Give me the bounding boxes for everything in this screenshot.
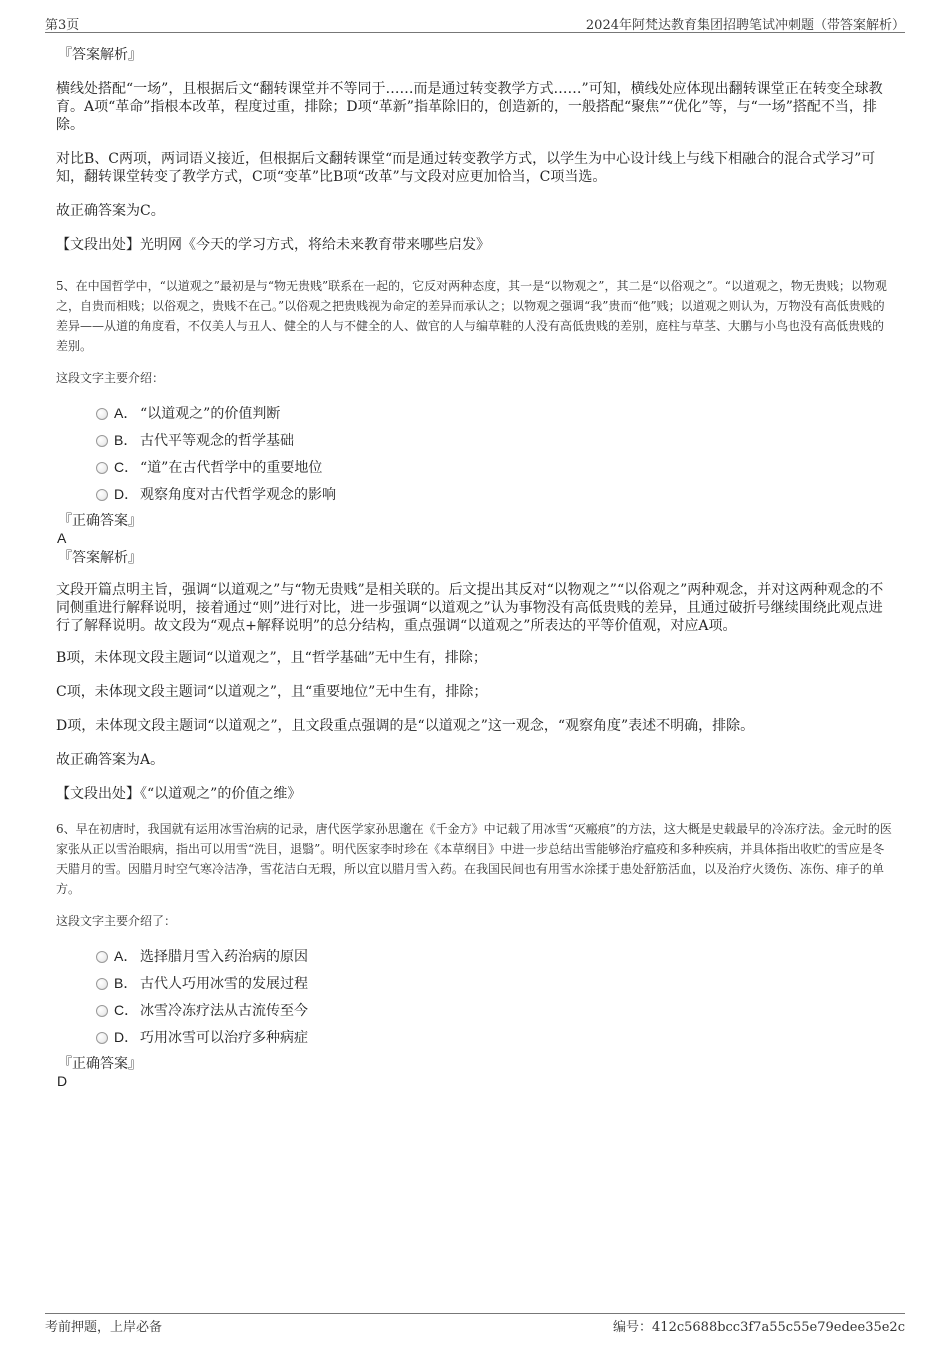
- source-citation: 【文段出处】光明网《今天的学习方式，将给未来教育带来哪些启发》: [56, 237, 490, 253]
- document-title: 2024年阿梵达教育集团招聘笔试冲刺题（带答案解析）: [585, 18, 905, 33]
- page-number: 第3页: [45, 18, 80, 33]
- option-a[interactable]: [56, 947, 894, 966]
- option-list: [56, 947, 894, 1047]
- option-text: “以道观之”的价值判断: [140, 406, 281, 422]
- radio-icon[interactable]: [96, 1032, 108, 1044]
- radio-icon[interactable]: [96, 951, 108, 963]
- radio-icon[interactable]: [96, 1005, 108, 1017]
- analysis-paragraph: 对比B、C两项，两词语义接近，但根据后文翻转课堂“而是通过转变教学方式，以学生为中心设计线上与线下相融合的混合式学习”可知，翻转课堂转变了教学方式，C项“变革”比B项“改革”与文段对应更加恰当，C项当选。: [56, 151, 876, 185]
- option-text: 选择腊月雪入药治病的原因: [140, 949, 308, 965]
- correct-answer-statement: 故正确答案为C。: [56, 203, 165, 219]
- page-content: [56, 40, 894, 1089]
- correct-answer-label: 『正确答案』: [58, 513, 142, 529]
- analysis-label: 『答案解析』: [58, 47, 142, 63]
- radio-icon[interactable]: [96, 489, 108, 501]
- footer-slogan: 考前押题，上岸必备: [45, 1320, 163, 1335]
- analysis-paragraph: 文段开篇点明主旨，强调“以道观之”与“物无贵贱”是相关联的。后文提出其反对“以物观之”“以俗观之”两种观念，并对这两种观念的不同侧重进行解释说明，接着通过“则”进行对比，进一步强调“以道观之”认为事物没有高低贵贱的差异，且通过破折号继续围绕此观点进行了解释说明。故文段为“观点+解释说明”的总分结构，重点强调“以道观之”所表达的平等价值观，对应A项。: [56, 582, 884, 634]
- analysis-paragraph: D项，未体现文段主题词“以道观之”，且文段重点强调的是“以道观之”这一观念，“观察角度”表述不明确，排除。: [56, 718, 755, 734]
- correct-answer: A: [57, 530, 67, 546]
- analysis-label: 『答案解析』: [58, 550, 142, 566]
- option-d[interactable]: [56, 1028, 894, 1047]
- option-letter: B．: [114, 432, 138, 448]
- option-letter: C．: [114, 1002, 139, 1018]
- question-stem: 6、早在初唐时，我国就有运用冰雪治病的记录，唐代医学家孙思邈在《千金方》中记载了用冰雪“灭瘢痕”的方法，这大概是史载最早的冷冻疗法。金元时的医家张从正以雪治眼病，指出可以用雪“洗目，退翳”。明代医家李时珍在《本草纲目》中进一步总结出雪能够治疗瘟疫和多种疾病，并具体指出收贮的雪应是冬天腊月的雪。因腊月时空气寒冷洁净，雪花洁白无瑕，所以宜以腊月雪入药。在我国民间也有用雪水涂揉于患处舒筋活血，以及治疗火烫伤、冻伤、痱子的单方。: [56, 822, 892, 896]
- option-list: [56, 404, 894, 504]
- option-text: 古代人巧用冰雪的发展过程: [140, 976, 308, 992]
- analysis-paragraph: B项，未体现文段主题词“以道观之”，且“哲学基础”无中生有，排除；: [56, 650, 487, 666]
- question-prompt: 这段文字主要介绍了：: [56, 914, 177, 928]
- option-letter: A．: [114, 948, 138, 964]
- analysis-paragraph: 横线处搭配“一场”，且根据后文“翻转课堂并不等同于……而是通过转变教学方式……”可知，横线处应体现出翻转课堂正在转变全球教育。A项“革命”指根本改革，程度过重，排除；D项“革新”指革除旧的，创造新的，一般搭配“聚焦”“优化”等，与“一场”搭配不当，排除。: [56, 81, 883, 133]
- question-prompt: 这段文字主要介绍：: [56, 371, 165, 385]
- option-letter: D．: [114, 1029, 139, 1045]
- option-b[interactable]: [56, 431, 894, 450]
- radio-icon[interactable]: [96, 408, 108, 420]
- option-text: 巧用冰雪可以治疗多种病症: [140, 1030, 308, 1046]
- radio-icon[interactable]: [96, 435, 108, 447]
- option-text: 冰雪冷冻疗法从古流传至今: [140, 1003, 308, 1019]
- radio-icon[interactable]: [96, 978, 108, 990]
- option-a[interactable]: [56, 404, 894, 423]
- option-b[interactable]: [56, 974, 894, 993]
- option-letter: D．: [114, 486, 139, 502]
- radio-icon[interactable]: [96, 462, 108, 474]
- option-c[interactable]: [56, 458, 894, 477]
- option-text: “道”在古代哲学中的重要地位: [140, 460, 323, 476]
- option-letter: C．: [114, 459, 139, 475]
- correct-answer-label: 『正确答案』: [58, 1056, 142, 1072]
- source-citation: 【文段出处】《“以道观之”的价值之维》: [56, 786, 302, 802]
- option-text: 观察角度对古代哲学观念的影响: [140, 487, 336, 503]
- correct-answer-statement: 故正确答案为A。: [56, 752, 165, 768]
- option-text: 古代平等观念的哲学基础: [140, 433, 294, 449]
- analysis-paragraph: C项，未体现文段主题词“以道观之”，且“重要地位”无中生有，排除；: [56, 684, 488, 700]
- page-header: [45, 14, 905, 33]
- option-letter: A．: [114, 405, 138, 421]
- page-footer: [45, 1313, 905, 1334]
- correct-answer: D: [57, 1073, 68, 1089]
- document-id: 编号：412c5688bcc3f7a55c55e79edee35e2c: [613, 1320, 905, 1335]
- option-letter: B．: [114, 975, 138, 991]
- option-d[interactable]: [56, 485, 894, 504]
- question-stem: 5、在中国哲学中，“以道观之”最初是与“物无贵贱”联系在一起的，它反对两种态度，其一是“以物观之”，其二是“以俗观之”。“以道观之，物无贵贱；以物观之，自贵而相贱；以俗观之，贵贱不在己。”以俗观之把贵贱视为命定的差异而承认之；以物观之强调“我”贵而“他”贱；以道观之则认为，万物没有高低贵贱的差异——从道的角度看，不仅美人与丑人、健全的人与不健全的人、做官的人与编草鞋的人没有高低贵贱的差别，庭柱与草茎、大鹏与小鸟也没有高低贵贱的差别。: [56, 279, 887, 353]
- option-c[interactable]: [56, 1001, 894, 1020]
